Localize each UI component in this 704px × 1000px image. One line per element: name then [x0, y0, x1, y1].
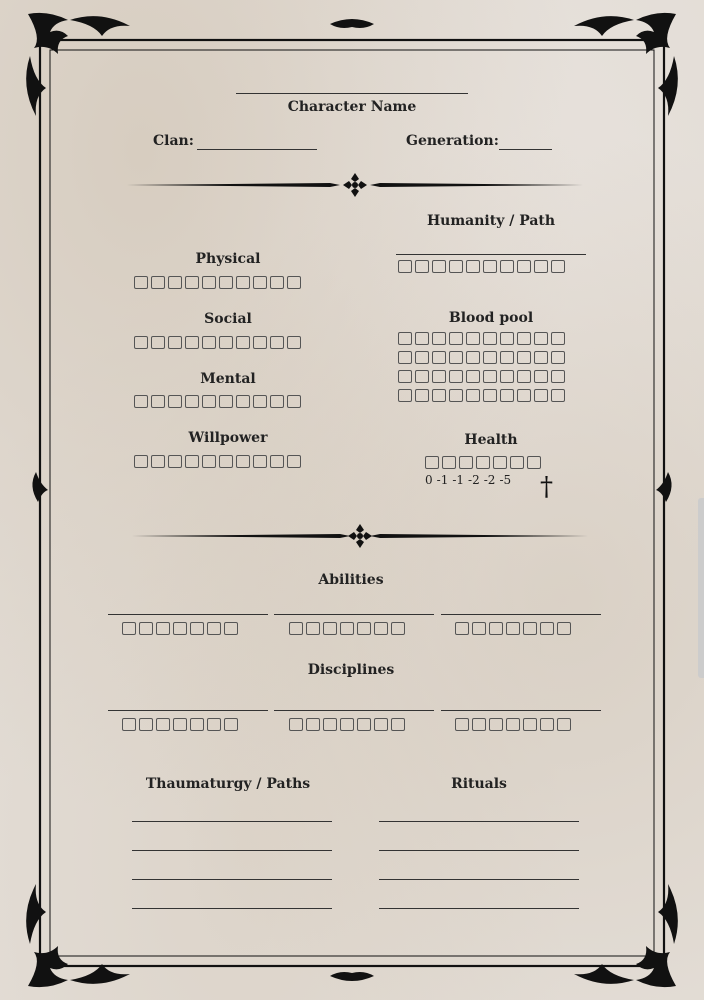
- character-name-line[interactable]: [236, 93, 468, 94]
- dot-checkbox[interactable]: [527, 456, 541, 469]
- blood-point-checkbox[interactable]: [449, 370, 463, 383]
- dot-checkbox[interactable]: [472, 622, 486, 635]
- dot-checkbox[interactable]: [173, 718, 187, 731]
- clan-label: Clan:: [153, 133, 194, 149]
- dot-checkbox[interactable]: [306, 718, 320, 731]
- blood-point-checkbox[interactable]: [483, 370, 497, 383]
- health-levels: [425, 473, 515, 487]
- blood-point-checkbox[interactable]: [466, 332, 480, 345]
- dot-checkbox[interactable]: [472, 718, 486, 731]
- dot-checkbox[interactable]: [534, 260, 548, 273]
- health-level-value: 0: [425, 473, 433, 487]
- dot-checkbox[interactable]: [523, 718, 537, 731]
- blood-point-checkbox[interactable]: [500, 332, 514, 345]
- blood-point-checkbox[interactable]: [483, 332, 497, 345]
- dot-checkbox[interactable]: [207, 622, 221, 635]
- dot-checkbox[interactable]: [557, 622, 571, 635]
- dot-checkbox[interactable]: [357, 622, 371, 635]
- ritual-line-1[interactable]: [379, 821, 579, 822]
- dot-checkbox[interactable]: [151, 395, 165, 408]
- dot-checkbox[interactable]: [510, 456, 524, 469]
- dot-checkbox[interactable]: [236, 455, 250, 468]
- humanity-boxes: [398, 260, 565, 273]
- divider-ornament-2: [130, 523, 590, 549]
- ability-boxes-1: [122, 622, 238, 635]
- dot-checkbox[interactable]: [287, 276, 301, 289]
- dot-checkbox[interactable]: [202, 455, 216, 468]
- thaumaturgy-line-3[interactable]: [132, 879, 332, 880]
- dot-checkbox[interactable]: [168, 336, 182, 349]
- dot-checkbox[interactable]: [185, 395, 199, 408]
- dot-checkbox[interactable]: [287, 455, 301, 468]
- dot-checkbox[interactable]: [425, 456, 439, 469]
- dot-checkbox[interactable]: [289, 622, 303, 635]
- blood-point-checkbox[interactable]: [483, 389, 497, 402]
- blood-pool-grid: [398, 332, 565, 408]
- blood-point-checkbox[interactable]: [466, 351, 480, 364]
- dot-checkbox[interactable]: [287, 336, 301, 349]
- generation-line[interactable]: [499, 149, 552, 150]
- dot-checkbox[interactable]: [202, 336, 216, 349]
- blood-point-checkbox[interactable]: [517, 351, 531, 364]
- dot-checkbox[interactable]: [391, 622, 405, 635]
- death-cross-icon: †: [540, 472, 553, 502]
- dot-checkbox[interactable]: [219, 395, 233, 408]
- dot-checkbox[interactable]: [151, 276, 165, 289]
- blood-point-checkbox[interactable]: [500, 389, 514, 402]
- thaumaturgy-label: Thaumaturgy / Paths: [145, 776, 311, 792]
- physical-boxes: [134, 276, 301, 289]
- dot-checkbox[interactable]: [139, 622, 153, 635]
- dot-checkbox[interactable]: [540, 622, 554, 635]
- health-level-value: -2: [468, 473, 480, 487]
- dot-checkbox[interactable]: [442, 456, 456, 469]
- dot-checkbox[interactable]: [219, 336, 233, 349]
- dot-checkbox[interactable]: [219, 276, 233, 289]
- blood-point-checkbox[interactable]: [432, 370, 446, 383]
- blood-pool-row: [398, 389, 565, 402]
- dot-checkbox[interactable]: [151, 336, 165, 349]
- blood-point-checkbox[interactable]: [551, 370, 565, 383]
- dot-checkbox[interactable]: [185, 455, 199, 468]
- dot-checkbox[interactable]: [289, 718, 303, 731]
- dot-checkbox[interactable]: [134, 276, 148, 289]
- dot-checkbox[interactable]: [236, 395, 250, 408]
- dot-checkbox[interactable]: [122, 718, 136, 731]
- ability-line-1[interactable]: [108, 614, 268, 615]
- discipline-boxes-1: [122, 718, 238, 731]
- dot-checkbox[interactable]: [523, 622, 537, 635]
- blood-point-checkbox[interactable]: [449, 351, 463, 364]
- dot-checkbox[interactable]: [224, 718, 238, 731]
- blood-point-checkbox[interactable]: [517, 332, 531, 345]
- blood-point-checkbox[interactable]: [466, 389, 480, 402]
- dot-checkbox[interactable]: [540, 718, 554, 731]
- dot-checkbox[interactable]: [340, 718, 354, 731]
- blood-point-checkbox[interactable]: [517, 370, 531, 383]
- dot-checkbox[interactable]: [253, 336, 267, 349]
- dot-checkbox[interactable]: [357, 718, 371, 731]
- blood-point-checkbox[interactable]: [415, 370, 429, 383]
- blood-pool-label: Blood pool: [448, 310, 534, 326]
- corner-flourish-icon: [26, 13, 678, 987]
- dot-checkbox[interactable]: [323, 622, 337, 635]
- dot-checkbox[interactable]: [185, 336, 199, 349]
- dot-checkbox[interactable]: [253, 395, 267, 408]
- ability-boxes-2: [289, 622, 405, 635]
- ritual-line-4[interactable]: [379, 908, 579, 909]
- blood-point-checkbox[interactable]: [551, 332, 565, 345]
- dot-checkbox[interactable]: [459, 456, 473, 469]
- dot-checkbox[interactable]: [236, 336, 250, 349]
- willpower-label: Willpower: [188, 430, 268, 446]
- discipline-boxes-2: [289, 718, 405, 731]
- abilities-label: Abilities: [318, 572, 384, 588]
- dot-checkbox[interactable]: [374, 622, 388, 635]
- character-name-label: Character Name: [287, 99, 417, 115]
- blood-point-checkbox[interactable]: [517, 389, 531, 402]
- dot-checkbox[interactable]: [168, 395, 182, 408]
- dot-checkbox[interactable]: [493, 456, 507, 469]
- rituals-label: Rituals: [451, 776, 507, 792]
- mental-boxes: [134, 395, 301, 408]
- physical-label: Physical: [195, 251, 261, 267]
- discipline-line-2[interactable]: [274, 710, 434, 711]
- dot-checkbox[interactable]: [122, 622, 136, 635]
- dot-checkbox[interactable]: [466, 260, 480, 273]
- dot-checkbox[interactable]: [476, 456, 490, 469]
- health-label: Health: [464, 432, 518, 448]
- blood-point-checkbox[interactable]: [551, 351, 565, 364]
- humanity-path-label: Humanity / Path: [426, 213, 556, 229]
- dot-checkbox[interactable]: [253, 455, 267, 468]
- dot-checkbox[interactable]: [168, 455, 182, 468]
- blood-point-checkbox[interactable]: [398, 351, 412, 364]
- dot-checkbox[interactable]: [253, 276, 267, 289]
- dot-checkbox[interactable]: [270, 276, 284, 289]
- ability-boxes-3: [455, 622, 571, 635]
- dot-checkbox[interactable]: [340, 622, 354, 635]
- dot-checkbox[interactable]: [270, 336, 284, 349]
- ability-line-2[interactable]: [274, 614, 434, 615]
- humanity-path-line[interactable]: [396, 254, 586, 255]
- discipline-line-3[interactable]: [441, 710, 601, 711]
- blood-point-checkbox[interactable]: [483, 351, 497, 364]
- blood-point-checkbox[interactable]: [415, 351, 429, 364]
- social-label: Social: [204, 311, 252, 327]
- blood-pool-row: [398, 351, 565, 364]
- discipline-line-1[interactable]: [108, 710, 268, 711]
- dot-checkbox[interactable]: [134, 395, 148, 408]
- dot-checkbox[interactable]: [306, 622, 320, 635]
- dot-checkbox[interactable]: [323, 718, 337, 731]
- blood-point-checkbox[interactable]: [415, 389, 429, 402]
- dot-checkbox[interactable]: [455, 622, 469, 635]
- blood-point-checkbox[interactable]: [534, 332, 548, 345]
- blood-point-checkbox[interactable]: [534, 370, 548, 383]
- health-level-value: -1: [436, 473, 449, 487]
- dot-checkbox[interactable]: [415, 260, 429, 273]
- blood-pool-row: [398, 332, 565, 345]
- blood-point-checkbox[interactable]: [398, 332, 412, 345]
- thaumaturgy-line-2[interactable]: [132, 850, 332, 851]
- blood-point-checkbox[interactable]: [432, 389, 446, 402]
- mental-label: Mental: [200, 371, 256, 387]
- dot-checkbox[interactable]: [156, 718, 170, 731]
- dot-checkbox[interactable]: [207, 718, 221, 731]
- scroll-edge: [698, 498, 704, 678]
- blood-point-checkbox[interactable]: [534, 351, 548, 364]
- blood-pool-row: [398, 370, 565, 383]
- dot-checkbox[interactable]: [202, 395, 216, 408]
- generation-label: Generation:: [406, 133, 499, 149]
- social-boxes: [134, 336, 301, 349]
- willpower-boxes: [134, 455, 301, 468]
- dot-checkbox[interactable]: [517, 260, 531, 273]
- dot-checkbox[interactable]: [391, 718, 405, 731]
- dot-checkbox[interactable]: [224, 622, 238, 635]
- dot-checkbox[interactable]: [506, 622, 520, 635]
- blood-point-checkbox[interactable]: [415, 332, 429, 345]
- thaumaturgy-line-4[interactable]: [132, 908, 332, 909]
- blood-point-checkbox[interactable]: [534, 389, 548, 402]
- disciplines-label: Disciplines: [307, 662, 395, 678]
- dot-checkbox[interactable]: [500, 260, 514, 273]
- dot-checkbox[interactable]: [134, 336, 148, 349]
- health-boxes: [425, 456, 541, 469]
- ability-line-3[interactable]: [441, 614, 601, 615]
- dot-checkbox[interactable]: [219, 455, 233, 468]
- blood-point-checkbox[interactable]: [449, 332, 463, 345]
- health-level-value: -5: [499, 473, 512, 487]
- dot-checkbox[interactable]: [185, 276, 199, 289]
- dot-checkbox[interactable]: [551, 260, 565, 273]
- dot-checkbox[interactable]: [374, 718, 388, 731]
- dot-checkbox[interactable]: [483, 260, 497, 273]
- dot-checkbox[interactable]: [151, 455, 165, 468]
- dot-checkbox[interactable]: [432, 260, 446, 273]
- blood-point-checkbox[interactable]: [500, 370, 514, 383]
- dot-checkbox[interactable]: [449, 260, 463, 273]
- discipline-boxes-3: [455, 718, 571, 731]
- dot-checkbox[interactable]: [236, 276, 250, 289]
- divider-ornament: [125, 172, 585, 198]
- blood-point-checkbox[interactable]: [432, 332, 446, 345]
- dot-checkbox[interactable]: [190, 622, 204, 635]
- blood-point-checkbox[interactable]: [449, 389, 463, 402]
- dot-checkbox[interactable]: [557, 718, 571, 731]
- dot-checkbox[interactable]: [202, 276, 216, 289]
- ritual-line-2[interactable]: [379, 850, 579, 851]
- blood-point-checkbox[interactable]: [551, 389, 565, 402]
- dot-checkbox[interactable]: [455, 718, 469, 731]
- dot-checkbox[interactable]: [190, 718, 204, 731]
- blood-point-checkbox[interactable]: [398, 370, 412, 383]
- dot-checkbox[interactable]: [287, 395, 301, 408]
- blood-point-checkbox[interactable]: [432, 351, 446, 364]
- blood-point-checkbox[interactable]: [398, 389, 412, 402]
- dot-checkbox[interactable]: [398, 260, 412, 273]
- thaumaturgy-line-1[interactable]: [132, 821, 332, 822]
- dot-checkbox[interactable]: [506, 718, 520, 731]
- dot-checkbox[interactable]: [489, 622, 503, 635]
- dot-checkbox[interactable]: [134, 455, 148, 468]
- clan-line[interactable]: [197, 149, 317, 150]
- dot-checkbox[interactable]: [156, 622, 170, 635]
- health-level-value: -1: [452, 473, 465, 487]
- blood-point-checkbox[interactable]: [466, 370, 480, 383]
- ritual-line-3[interactable]: [379, 879, 579, 880]
- dot-checkbox[interactable]: [173, 622, 187, 635]
- dot-checkbox[interactable]: [139, 718, 153, 731]
- health-level-value: -2: [483, 473, 496, 487]
- dot-checkbox[interactable]: [168, 276, 182, 289]
- dot-checkbox[interactable]: [270, 455, 284, 468]
- blood-point-checkbox[interactable]: [500, 351, 514, 364]
- dot-checkbox[interactable]: [270, 395, 284, 408]
- dot-checkbox[interactable]: [489, 718, 503, 731]
